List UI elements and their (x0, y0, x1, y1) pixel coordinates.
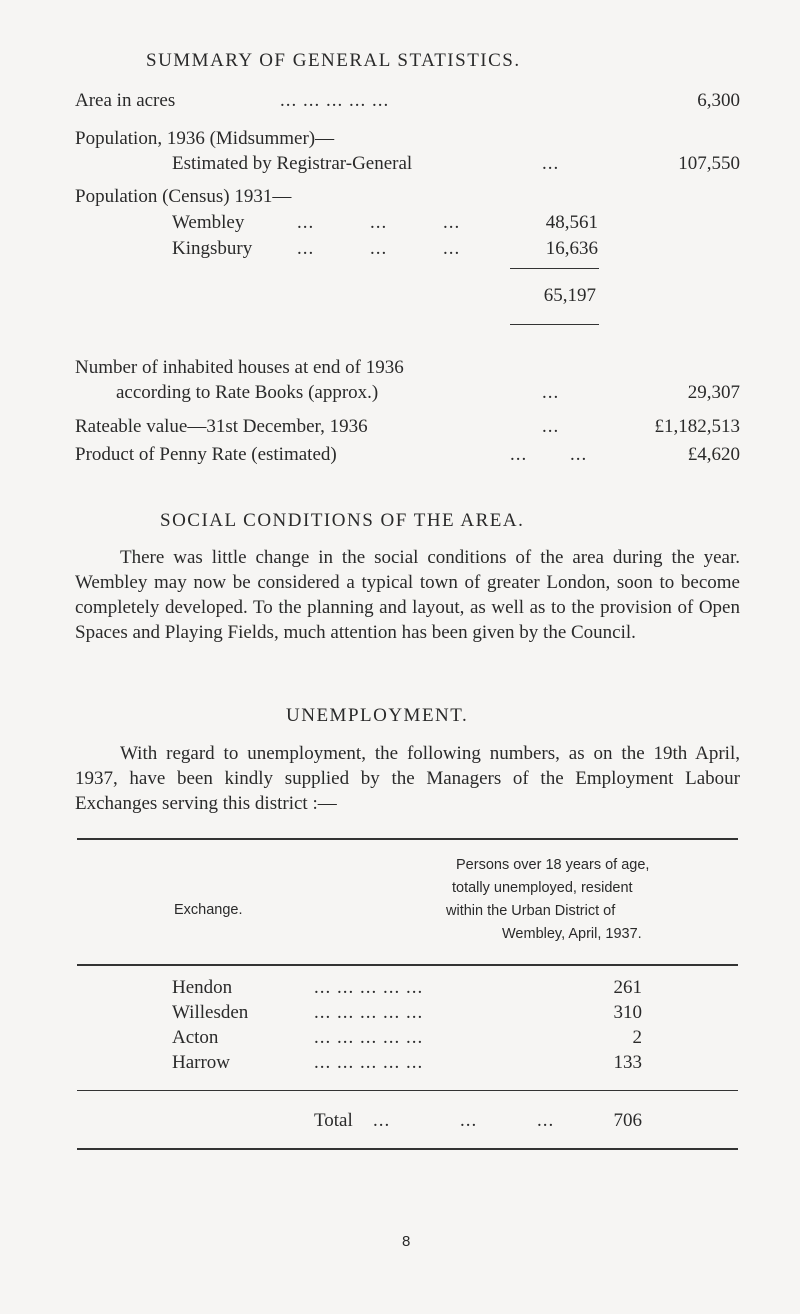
table-rule-bottom (77, 1148, 738, 1150)
social-paragraph (75, 545, 740, 645)
pop-est-label-1: Population, 1936 (Midsummer)— (75, 128, 335, 149)
col-persons-header-2: totally unemployed, resident (452, 880, 633, 896)
table-rule-total (77, 1090, 738, 1091)
leader-dots: ... ... ... ... ... (314, 977, 424, 998)
rateable-value: £1,182,513 (654, 416, 740, 437)
area-value: 6,300 (697, 90, 740, 111)
col-persons-header-1: Persons over 18 years of age, (456, 857, 650, 873)
col-exchange-header: Exchange. (174, 902, 243, 918)
leader-dots: ... ... ... ... ... (314, 1027, 424, 1048)
penny-value: £4,620 (687, 444, 740, 465)
table-row-value: 261 (613, 977, 642, 998)
wembley-label: Wembley (172, 212, 245, 233)
table-row-name: Hendon (172, 977, 233, 998)
leader-dots: ... (443, 212, 461, 233)
col-persons-header-4: Wembley, April, 1937. (502, 926, 642, 942)
col-persons-header-3: within the Urban District of (446, 903, 616, 919)
leader-dots: ... ... ... ... ... (280, 90, 390, 111)
table-row-value: 310 (613, 1002, 642, 1023)
pop-est-label-2: Estimated by Registrar-General (172, 153, 413, 174)
table-rule-header (77, 964, 738, 966)
leader-dots: ... ... ... ... ... (314, 1052, 424, 1073)
leader-dots: ... (370, 238, 388, 259)
kingsbury-label: Kingsbury (172, 238, 253, 259)
unemployment-paragraph (75, 741, 740, 816)
houses-label-1: Number of inhabited houses at end of 1936 (75, 357, 404, 378)
wembley-value: 48,561 (545, 212, 598, 233)
table-total-label: Total (314, 1110, 353, 1131)
leader-dots: ... (542, 382, 560, 403)
rateable-label: Rateable value—31st December, 1936 (75, 416, 368, 437)
census-total: 65,197 (543, 285, 596, 306)
houses-label-2: according to Rate Books (approx.) (116, 382, 379, 403)
page-number: 8 (402, 1233, 411, 1250)
leader-dots: ... (297, 212, 315, 233)
table-row-value: 133 (613, 1052, 642, 1073)
leader-dots: ... (443, 238, 461, 259)
table-row-name: Willesden (172, 1002, 249, 1023)
leader-dots: ... (510, 444, 528, 465)
unemployment-title: UNEMPLOYMENT. (286, 705, 469, 726)
table-row-value: 2 (632, 1027, 642, 1048)
houses-value: 29,307 (687, 382, 740, 403)
sum-rule-bottom (510, 324, 599, 325)
area-label: Area in acres (75, 90, 176, 111)
leader-dots: ... (542, 416, 560, 437)
pop-est-value: 107,550 (678, 153, 740, 174)
table-rule-top (77, 838, 738, 840)
unemployment-text: With regard to unemployment, the following numbers, as on the 19th April, 1937, have been kindly supplied by the Managers of the Employment Labour Exchanges serving this district :— (75, 743, 740, 814)
leader-dots: ... (297, 238, 315, 259)
penny-label: Product of Penny Rate (estimated) (75, 444, 337, 465)
leader-dots: ... (537, 1110, 555, 1131)
table-row-name: Harrow (172, 1052, 231, 1073)
leader-dots: ... (370, 212, 388, 233)
leader-dots: ... (373, 1110, 391, 1131)
summary-title: SUMMARY OF GENERAL STATISTICS. (146, 50, 521, 71)
census-label: Population (Census) 1931— (75, 186, 292, 207)
social-text: There was little change in the social conditions of the area during the year. Wembley may now be considered a typical town of greater London, soon to become completely developed. To the planning and layout, as well as to the provision of Open Spaces and Playing Fields, much attention has been given by the Council. (75, 547, 740, 643)
table-total-value: 706 (613, 1110, 642, 1131)
table-row-name: Acton (172, 1027, 219, 1048)
leader-dots: ... (460, 1110, 478, 1131)
leader-dots: ... (542, 153, 560, 174)
leader-dots: ... ... ... ... ... (314, 1002, 424, 1023)
leader-dots: ... (570, 444, 588, 465)
sum-rule-top (510, 268, 599, 269)
social-title: SOCIAL CONDITIONS OF THE AREA. (160, 510, 525, 531)
kingsbury-value: 16,636 (545, 238, 598, 259)
